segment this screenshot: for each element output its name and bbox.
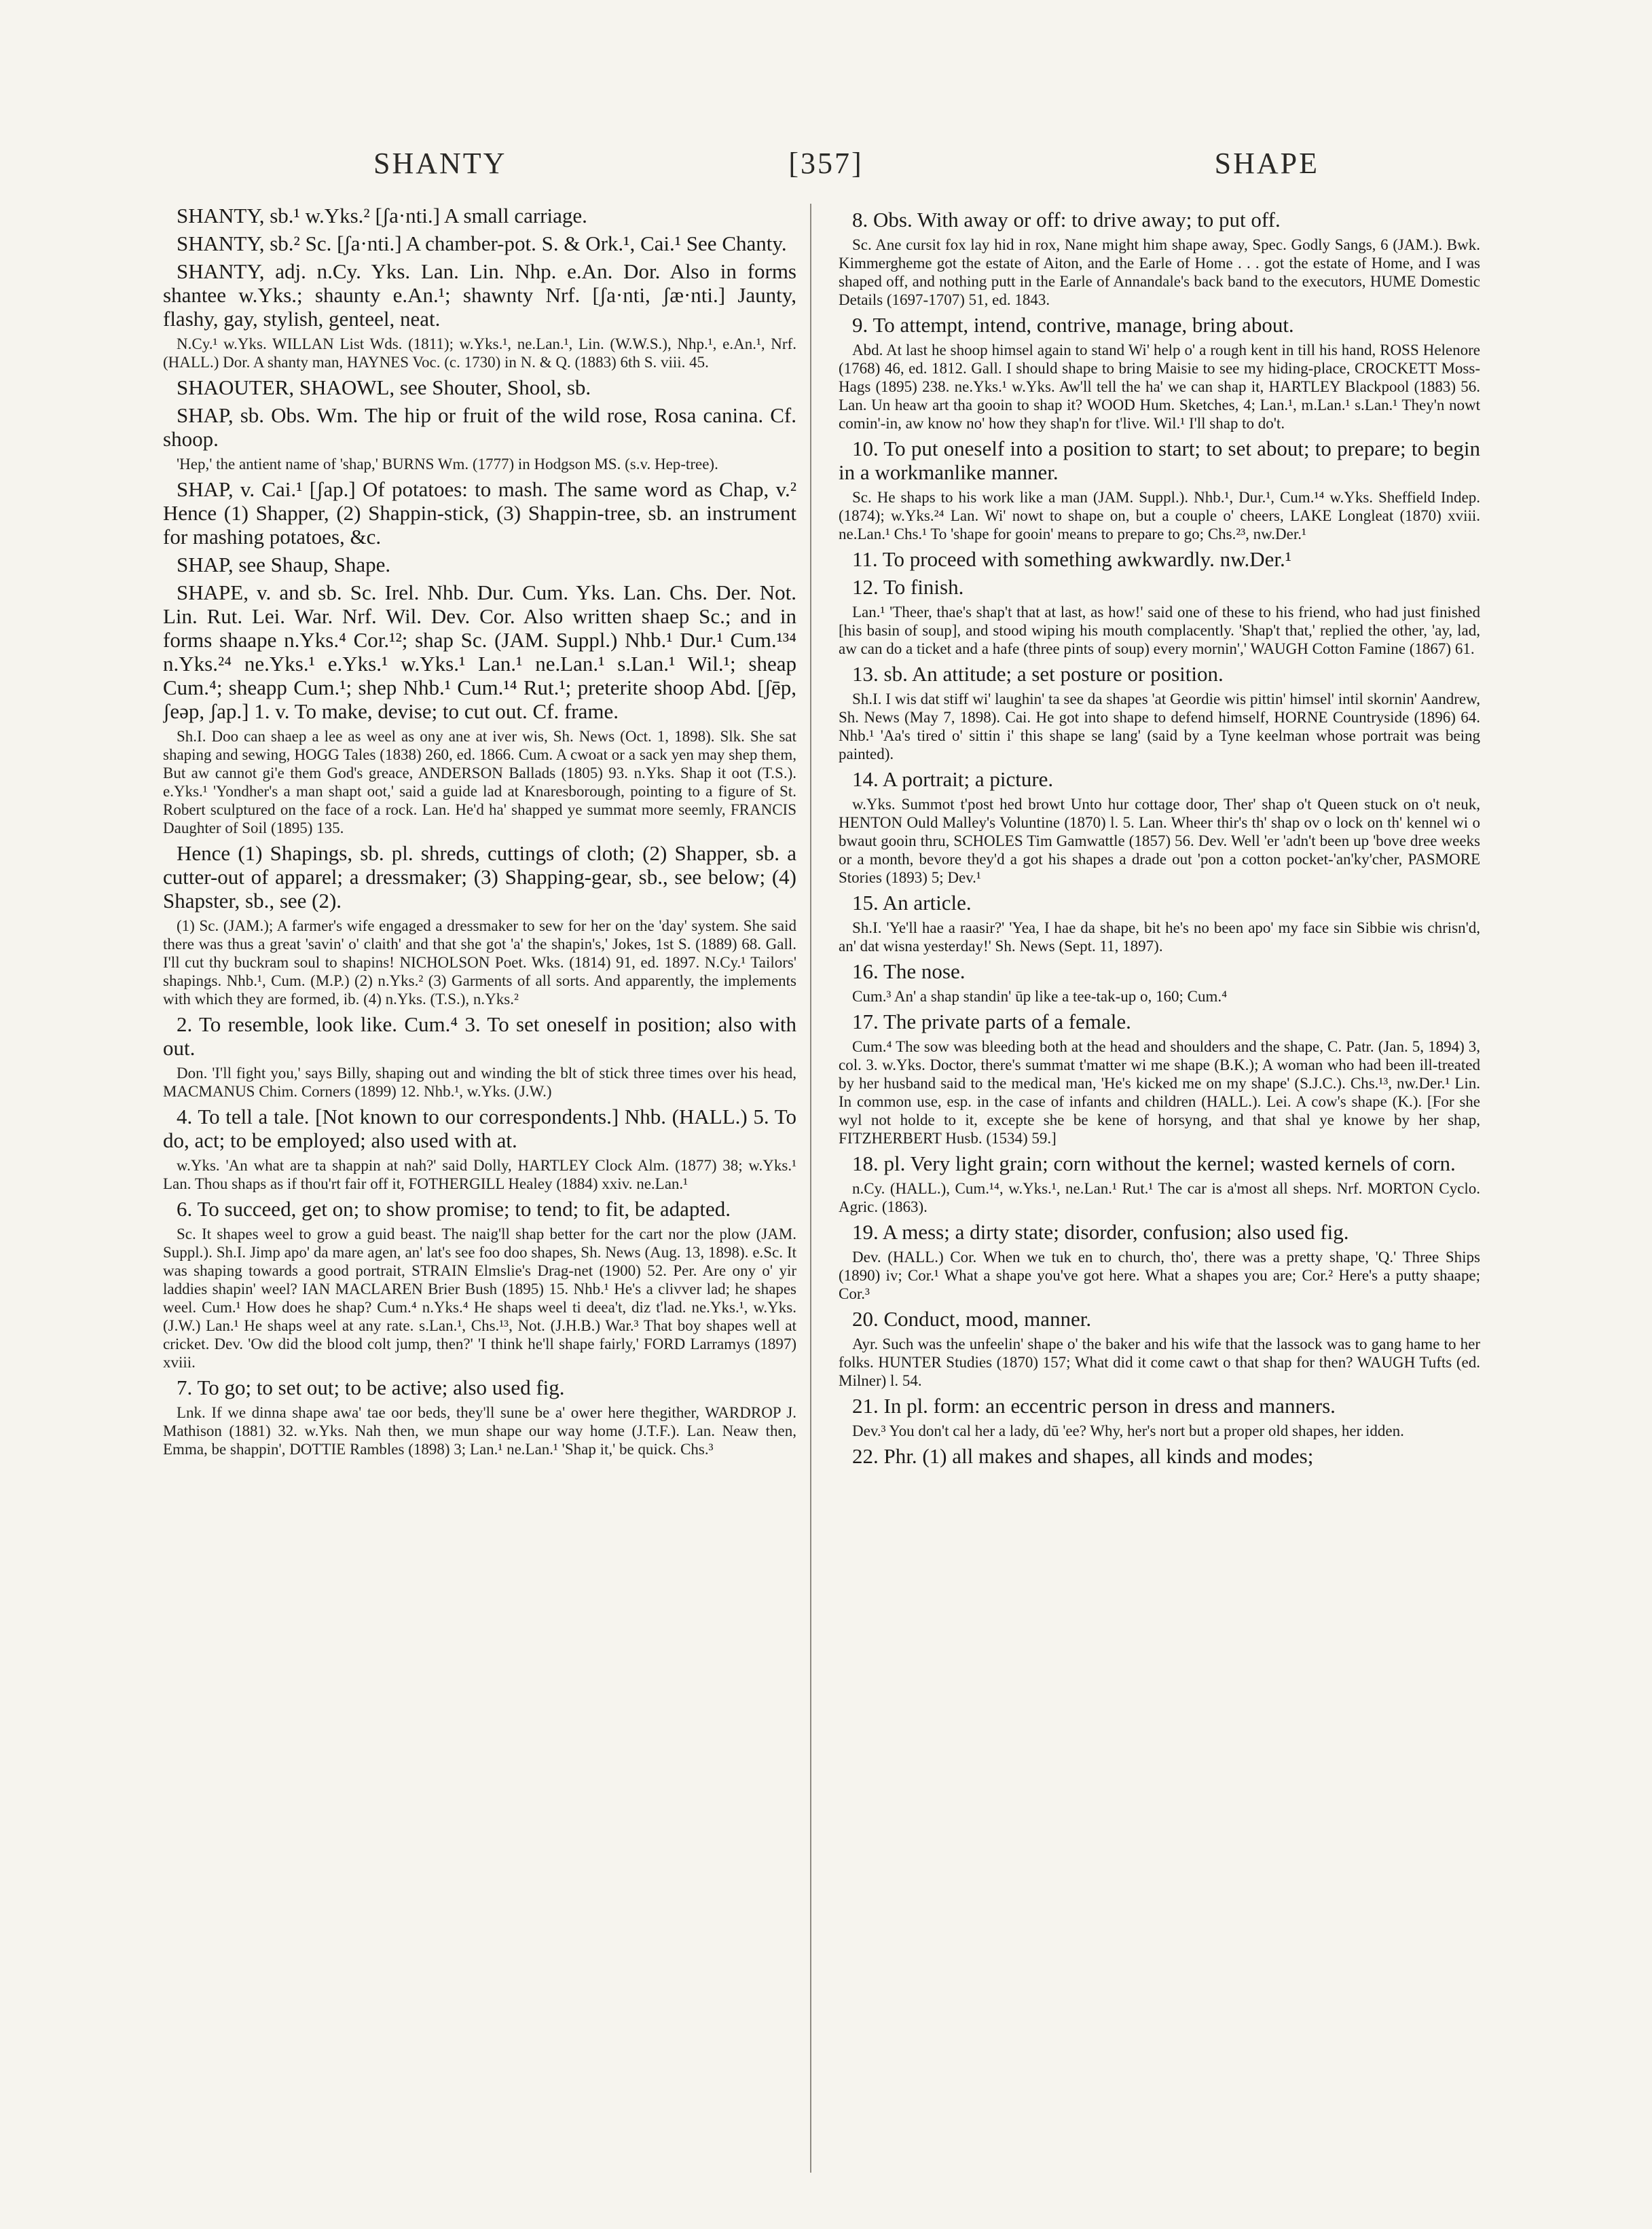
sense-13: 13. sb. An attitude; a set posture or position.: [852, 662, 1224, 686]
sense-14: 14. A portrait; a picture.: [852, 767, 1054, 791]
sense-16: 16. The nose.: [852, 959, 966, 983]
quote-15: Sh.I. 'Ye'll hae a raasir?' 'Yea, I hae da shape, bit he's no been apo' my face sin Sibbie wis chrisn'd, an' dat wisna yesterday!' Sh. News (Sept. 11, 1897).: [839, 919, 1480, 955]
sense-15: 15. An article.: [852, 891, 972, 915]
quote-19: Dev. (HALL.) Cor. When we tuk en to church, tho', there was a pretty shape, 'Q.' Three Ships (1890) iv; Cor.¹ What a shape you've got here. What a shapes you are; Cor.² Here's a putty shaape; Cor.³: [839, 1249, 1480, 1302]
sense-19: 19. A mess; a dirty state; disorder, confusion; also used fig.: [852, 1220, 1349, 1244]
quote-7: Lnk. If we dinna shape awa' tae oor beds, they'll sune be a' ower here thegither, WARDROP J. Mathison (1881) 32. w.Yks. Nah then, we mun shape our way home (J.T.F.). Lan. Neaw then, Emma, be shappin', DOTTIE Rambles (1898) 3; Lan.¹ ne.Lan.¹ 'Shap it,' be quick. Chs.³: [163, 1404, 796, 1458]
sense-4-5: 4. To tell a tale. [Not known to our correspondents.] Nhb. (HALL.) 5. To do, act; to be employed; also used with at.: [163, 1105, 796, 1152]
sense-9: 9. To attempt, intend, contrive, manage, bring about.: [852, 313, 1294, 337]
entry-shap-sb: SHAP, sb. Obs. Wm. The hip or fruit of the wild rose, Rosa canina. Cf. shoop.: [163, 403, 796, 451]
quote-shanty-adj: N.Cy.¹ w.Yks. WILLAN List Wds. (1811); w.Yks.¹, ne.Lan.¹, Lin. (W.W.S.), Nhp.¹, e.An.¹, Nrf. (HALL.) Dor. A shanty man, HAYNES Voc. (c. 1730) in N. & Q. (1883) 6th S. viii. 45.: [163, 335, 796, 371]
sense-18: 18. pl. Very light grain; corn without the kernel; wasted kernels of corn.: [852, 1152, 1456, 1175]
quote-18: n.Cy. (HALL.), Cum.¹⁴, w.Yks.¹, ne.Lan.¹ Rut.¹ The car is a'most all sheps. Nrf. MORTON Cyclo. Agric. (1863).: [839, 1180, 1480, 1215]
quote-20: Ayr. Such was the unfeelin' shape o' the baker and his wife that the lassock was to gang hame to her folks. HUNTER Studies (1870) 157; What did it come cawt o that shap for then? WAUGH Tufts (ed. Milner) l. 54.: [839, 1335, 1480, 1389]
sense-21: 21. In pl. form: an eccentric person in dress and manners.: [852, 1394, 1336, 1418]
text-columns: [163, 204, 1480, 2173]
quote-17: Cum.⁴ The sow was bleeding both at the head and shoulders and the shape, C. Patr. (Jan. 5, 1894) 3, col. 3. w.Yks. Doctor, there's summat t'matter wi me shape (B.K.); A woman who had been ill-treated by her husband said to the medical man, 'He's kicked me on my shape' (S.J.C.). Chs.¹³, nw.Der.¹ Lin. In common use, esp. in the case of infants and children (HALL.). Lei. A cow's shape (K.). [For she wyl not holde to it, excepte she be kene of horsyng, and that shal ye knowe by her shap, FITZHERBERT Husb. (1534) 59.]: [839, 1038, 1480, 1147]
entry-shap-v: SHAP, v. Cai.¹ [ʃap.] Of potatoes: to mash. The same word as Chap, v.² Hence (1) Shapper, (2) Shappin-stick, (3) Shappin-tree, sb. an instrument for mashing potatoes, &c.: [163, 477, 796, 549]
quote-8: Sc. Ane cursit fox lay hid in rox, Nane might him shape away, Spec. Godly Sangs, 6 (JAM.). Bwk. Kimmergheme got the estate of Aiton, and the Earle of Home . . . got the estate of Home, and I was shaped off, and nothing putt in the Earle of Annandale's back band to the executors, HUME Domestic Details (1697-1707) 51, ed. 1843.: [839, 236, 1480, 308]
entry-shanty-1: SHANTY, sb.¹ w.Yks.² [ʃa·nti.] A small carriage.: [177, 204, 587, 227]
quote-6: Sc. It shapes weel to grow a guid beast. The naig'll shap better for the cart nor the plow (JAM. Suppl.). Sh.I. Jimp apo' da mare agen, an' lat's see foo doo shapes, Sh. News (Aug. 13, 1898). e.Sc. It was shaping towards a good portrait, STRAIN Elmslie's Drag-net (1900) 52. Per. Are ony o' yir laddies shapin' weel? IAN MACLAREN Brier Bush (1895) 15. Nhb.¹ He's a clivver lad; he shapes weel. Cum.¹ How does he shap? Cum.⁴ n.Yks.⁴ He shaps weel ti deea't, diz t'lad. ne.Yks.¹, w.Yks. (J.W.) Lan.¹ He shaps weel at any rate. s.Lan.¹, Chs.¹³, Not. (J.H.B.) War.³ That boy shapes well at cricket. Dev. 'Ow did the blood colt jump, then?' 'I think he'll shape fairly,' FORD Larramys (1897) xviii.: [163, 1226, 796, 1371]
quote-21: Dev.³ You don't cal her a lady, dū 'ee? Why, her's nort but a proper old shapes, her idden.: [852, 1422, 1404, 1439]
sense-20: 20. Conduct, mood, manner.: [852, 1307, 1092, 1331]
sense-7: 7. To go; to set out; to be active; also used fig.: [177, 1376, 565, 1399]
quote-shap-sb: 'Hep,' the antient name of 'shap,' BURNS Wm. (1777) in Hodgson MS. (s.v. Hep-tree).: [177, 456, 718, 473]
quote-14: w.Yks. Summot t'post hed browt Unto hur cottage door, Ther' shap o't Queen stuck on o't neuk, HENTON Ould Malley's Voluntine (1870) l. 5. Lan. Wheer thir's th' shap ov o lock on th' kennel wi o bwaut gooin thru, SCHOLES Tim Gamwattle (1857) 56. Dev. Well 'er 'adn't been up 'bove dree weeks or a month, bevore they'd a got his shapes a drade out 'pon a cotton pocket-'an'ky'cher, PASMORE Stories (1893) 5; Dev.¹: [839, 796, 1480, 886]
quote-10: Sc. He shaps to his work like a man (JAM. Suppl.). Nhb.¹, Dur.¹, Cum.¹⁴ w.Yks. Sheffield Indep. (1874); w.Yks.²⁴ Lan. Wi' nowt to shape on, but a couple o' cheers, LAKE Longleat (1870) xviii. ne.Lan.¹ Chs.¹ To 'shape for gooin' means to prepare to go; Chs.²³, nw.Der.¹: [839, 489, 1480, 542]
quote-4-5: w.Yks. 'An what are ta shappin at nah?' said Dolly, HARTLEY Clock Alm. (1877) 38; w.Yks.¹ Lan. Thou shaps as if thou'rt fair off it, FOTHERGILL Healey (1884) xxiv. ne.Lan.¹: [163, 1157, 796, 1192]
entry-shanty-adj: SHANTY, adj. n.Cy. Yks. Lan. Lin. Nhp. e.An. Dor. Also in forms shantee w.Yks.; shaunty e.An.¹; shawnty Nrf. [ʃa·nti, ʃæ·nti.] Jaunty, flashy, gay, stylish, genteel, neat.: [163, 259, 796, 331]
sense-12: 12. To finish.: [852, 575, 964, 599]
entry-shaouter: SHAOUTER, SHAOWL, see Shouter, Shool, sb.: [177, 375, 591, 399]
quote-9: Abd. At last he shoop himsel again to stand Wi' help o' a rough kent in till his hand, ROSS Helenore (1768) 46, ed. 1812. Gall. I should shape to bring Maisie to see my hiding-place, CROCKETT Moss-Hags (1895) 238. ne.Yks.¹ w.Yks. Aw'll tell the ha' we can shap it, HARTLEY Blackpool (1883) 56. Lan. Un heaw art tha gooin to shap it? WOOD Hum. Sketches, 4; Lan.¹, m.Lan.¹ s.Lan.¹ They'n nowt comin'-in, aw know no' how they shap'n for t'live. Wil.¹ I'll shap to do't.: [839, 342, 1480, 432]
page-number: [357]: [788, 146, 864, 180]
sense-hence: Hence (1) Shapings, sb. pl. shreds, cuttings of cloth; (2) Shapper, sb. a cutter-out of apparel; a dressmaker; (3) Shapping-gear, sb., see below; (4) Shapster, sb., see (2).: [163, 841, 796, 913]
sense-2-3: 2. To resemble, look like. Cum.⁴ 3. To set oneself in position; also with out.: [163, 1012, 796, 1060]
sense-8: 8. Obs. With away or off: to drive away; to put off.: [852, 208, 1281, 232]
quote-13: Sh.I. I wis dat stiff wi' laughin' ta see da shapes 'at Geordie wis pittin' himsel' intil skornin' Aandrew, Sh. News (May 7, 1898). Cai. He got into shape to defend himself, HORNE Countryside (1896) 64. Nhb.¹ 'Aa's tired o' sittin i' this shape se lang' (said by a Tyne keelman whose portrait was being painted).: [839, 690, 1480, 762]
right-column: [832, 204, 1480, 2173]
sense-17: 17. The private parts of a female.: [852, 1010, 1131, 1033]
running-head: [163, 139, 1489, 187]
entry-shanty-2: SHANTY, sb.² Sc. [ʃa·nti.] A chamber-pot. S. & Ork.¹, Cai.¹ See Chanty.: [177, 232, 787, 255]
entry-shape: SHAPE, v. and sb. Sc. Irel. Nhb. Dur. Cum. Yks. Lan. Chs. Der. Not. Lin. Rut. Lei. War. Nrf. Wil. Dev. Cor. Also written shaep Sc.; and in forms shaape n.Yks.⁴ Cor.¹²; shap Sc. (JAM. Suppl.) Nhb.¹ Dur.¹ Cum.¹³⁴ n.Yks.²⁴ ne.Yks.¹ e.Yks.¹ w.Yks.¹ Lan.¹ ne.Lan.¹ s.Lan.¹ Wil.¹; sheap Cum.⁴; sheapp Cum.¹; shep Nhb.¹ Cum.¹⁴ Rut.¹; preterite shoop Abd. [ʃēp, ʃeəp, ʃap.] 1. v. To make, devise; to cut out. Cf. frame.: [163, 581, 796, 723]
quote-12: Lan.¹ 'Theer, thae's shap't that at last, as how!' said one of these to his friend, who had just finished [his basin of soup], and stood wiping his mouth complacently. 'Shap't that,' replied the other, 'ay, lad, aw can do a ticket and a hafe (three pints of soup) every mornin',' WAUGH Cotton Famine (1867) 61.: [839, 604, 1480, 657]
sense-22: 22. Phr. (1) all makes and shapes, all kinds and modes;: [852, 1444, 1314, 1468]
header-right-word: SHAPE: [1214, 146, 1319, 180]
sense-11: 11. To proceed with something awkwardly. nw.Der.¹: [852, 547, 1292, 571]
quote-shape-1: Sh.I. Doo can shaep a lee as weel as ony ane at iver wis, Sh. News (Oct. 1, 1898). Slk. She sat shaping and sewing, HOGG Tales (1838) 260, ed. 1866. Cum. A cwoat or a sack yen may shep them, But aw cannot gi'e them God's greace, ANDERSON Ballads (1805) 93. n.Yks. Shap it oot (T.S.). e.Yks.¹ 'Yondher's a man shapt oot,' said a guide lad at Knaresborough, pointing to a figure of St. Robert sculptured on the face of a rock. Lan. He'd ha' shapped ye summat more seemly, FRANCIS Daughter of Soil (1895) 135.: [163, 728, 796, 836]
quote-16: Cum.³ An' a shap standin' ūp like a tee-tak-up o, 160; Cum.⁴: [852, 988, 1228, 1005]
entry-shap-see: SHAP, see Shaup, Shape.: [177, 553, 391, 576]
sense-10: 10. To put oneself into a position to start; to set about; to prepare; to begin in a workmanlike manner.: [839, 437, 1480, 484]
header-left-word: SHANTY: [373, 146, 507, 180]
left-column: [163, 204, 811, 2173]
quote-2-3: Don. 'I'll fight you,' says Billy, shaping out and winding the blt of stick three times over his head, MACMANUS Chim. Corners (1899) 12. Nhb.¹, w.Yks. (J.W.): [163, 1065, 796, 1100]
sense-6: 6. To succeed, get on; to show promise; to tend; to fit, be adapted.: [177, 1197, 731, 1221]
quote-hence: (1) Sc. (JAM.); A farmer's wife engaged a dressmaker to sew for her on the 'day' system. She said there was thus a great 'savin' o' claith' and that she got 'a' the shapin's,' Jokes, 1st S. (1889) 68. Gall. I'll cut thy buckram soul to shapins! NICHOLSON Poet. Wks. (1814) 91, ed. 1897. N.Cy.¹ Tailors' shapings. Nhb.¹, Cum. (M.P.) (2) n.Yks.² (3) Garments of all sorts. And apparently, the implements with which they are formed, ib. (4) n.Yks. (T.S.), n.Yks.²: [163, 917, 796, 1008]
